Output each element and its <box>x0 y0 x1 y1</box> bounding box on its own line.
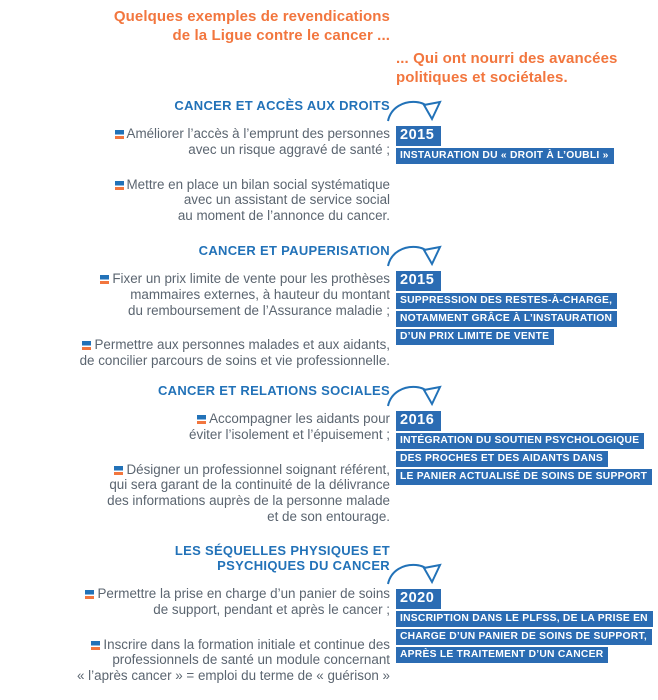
outcome-line: LE PANIER ACTUALISÉ DE SOINS DE SUPPORT <box>396 469 652 485</box>
outcome-line: INTÉGRATION DU SOUTIEN PSYCHOLOGIQUE <box>396 433 644 449</box>
bullet-line: au moment de l’annonce du cancer. <box>177 208 390 224</box>
bullet-item <box>0 126 390 158</box>
ligue-logo-bullet-icon <box>114 466 123 475</box>
section-heading <box>0 243 390 258</box>
bullet-text: Désigner un professionnel soignant référent, <box>126 461 390 477</box>
bullet-line <box>0 462 390 478</box>
section-heading <box>0 543 390 573</box>
bullet-line: de concilier parcours de soins et vie professionnelle. <box>79 353 390 369</box>
bullet-text: Mettre en place un bilan social systématique <box>126 176 390 192</box>
section-heading-line: CANCER ET PAUPERISATION <box>198 243 390 258</box>
section-outcome <box>396 243 658 345</box>
section-heading <box>0 383 390 398</box>
ligue-logo-bullet-icon <box>82 341 91 350</box>
year-badge: 2015 <box>396 271 441 291</box>
ligue-logo-bullet-icon <box>197 415 206 424</box>
bullet-item <box>0 177 390 224</box>
section-outcome <box>396 543 658 663</box>
bullet-line: qui sera garant de la continuité de la délivrance <box>109 477 390 493</box>
curved-arrow-icon <box>386 383 658 409</box>
ligue-logo-bullet-icon <box>115 130 124 139</box>
bullet-line: mammaires externes, à hauteur du montant <box>130 286 390 302</box>
bullet-item <box>0 411 390 443</box>
section-demands <box>0 98 390 243</box>
bullet-item <box>0 586 390 618</box>
ligue-logo-bullet-icon <box>100 275 109 284</box>
outcome-text <box>396 611 658 663</box>
outcome-line: NOTAMMENT GRÂCE À L’INSTAURATION <box>396 311 617 327</box>
section-outcome <box>396 98 658 164</box>
ligue-logo-bullet-icon <box>85 590 94 599</box>
outcome-line: D’UN PRIX LIMITE DE VENTE <box>396 329 554 345</box>
outcome-line: SUPPRESSION DES RESTES-À-CHARGE, <box>396 293 617 309</box>
outcome-line: CHARGE D’UN PANIER DE SOINS DE SUPPORT, <box>396 629 652 645</box>
bullet-line <box>0 337 390 353</box>
bullet-item <box>0 462 390 525</box>
bullet-item <box>0 637 390 684</box>
bullet-line <box>0 271 390 287</box>
bullet-line: professionnels de santé un module concernant <box>112 652 390 668</box>
bullet-line: et de son entourage. <box>267 508 390 524</box>
section-heading-line: PSYCHIQUES DU CANCER <box>217 558 390 573</box>
bullet-text: Accompagner les aidants pour <box>209 411 390 426</box>
bullet-line: du remboursement de l’Assurance maladie ; <box>128 302 390 318</box>
section-heading-line: CANCER ET ACCÈS AUX DROITS <box>174 98 390 113</box>
bullet-item <box>0 271 390 318</box>
bullet-text: Permettre aux personnes malades et aux aidants, <box>94 337 390 353</box>
bullet-line <box>0 637 390 653</box>
year-badge: 2015 <box>396 126 441 146</box>
bullet-line: de support, pendant et après le cancer ; <box>153 601 390 617</box>
bullet-text: Inscrire dans la formation initiale et continue des <box>103 636 390 652</box>
section-demands <box>0 243 390 388</box>
outcome-line: DES PROCHES ET DES AIDANTS DANS <box>396 451 608 467</box>
outcome-text <box>396 293 658 345</box>
section-outcome <box>396 383 658 485</box>
bullet-item <box>0 337 390 369</box>
bullet-line <box>0 126 390 142</box>
section-heading-line: CANCER ET RELATIONS SOCIALES <box>157 383 390 398</box>
bullet-line: avec un assistant de service social <box>183 192 390 208</box>
ligue-logo-bullet-icon <box>115 181 124 190</box>
outcome-text <box>396 433 658 485</box>
intro-title-right <box>396 50 658 87</box>
ligue-logo-bullet-icon <box>91 641 100 650</box>
section-heading-line: LES SÉQUELLES PHYSIQUES ET <box>174 543 390 558</box>
year-badge: 2016 <box>396 411 441 431</box>
bullet-line <box>0 411 390 427</box>
outcome-text <box>396 148 658 164</box>
bullet-line: éviter l’isolement et l’épuisement ; <box>189 426 390 442</box>
intro-title-right-line1: ... Qui ont nourri des avancées <box>396 50 618 67</box>
bullet-text: Permettre la prise en charge d’un panier de soins <box>97 586 390 601</box>
curved-arrow-icon <box>386 98 658 124</box>
year-badge: 2020 <box>396 589 441 609</box>
section-demands <box>0 383 390 544</box>
bullet-line: « l’après cancer » = emploi du terme de « guérison » <box>77 668 390 684</box>
curved-arrow-icon <box>386 561 658 587</box>
intro-title-left-line1: Quelques exemples de revendications <box>113 8 390 25</box>
curved-arrow-icon <box>386 243 658 269</box>
outcome-line: APRÈS LE TRAITEMENT D’UN CANCER <box>396 647 608 663</box>
bullet-line <box>0 586 390 602</box>
bullet-line: des informations auprès de la personne malade <box>107 493 390 509</box>
bullet-line <box>0 177 390 193</box>
bullet-text: Fixer un prix limite de vente pour les prothèses <box>112 271 390 286</box>
bullet-line: avec un risque aggravé de santé ; <box>188 141 390 157</box>
bullet-text: Améliorer l’accès à l’emprunt des personnes <box>126 126 390 141</box>
section-demands <box>0 543 390 700</box>
intro-title-right-line2: politiques et sociétales. <box>396 68 568 86</box>
intro-title-left-line2: de la Ligue contre le cancer ... <box>172 26 390 44</box>
intro-title-left <box>0 8 390 45</box>
section-heading <box>0 98 390 113</box>
outcome-line: INSTAURATION DU « DROIT À L’OUBLI » <box>396 148 614 164</box>
outcome-line: INSCRIPTION DANS LE PLFSS, DE LA PRISE EN <box>396 611 653 627</box>
